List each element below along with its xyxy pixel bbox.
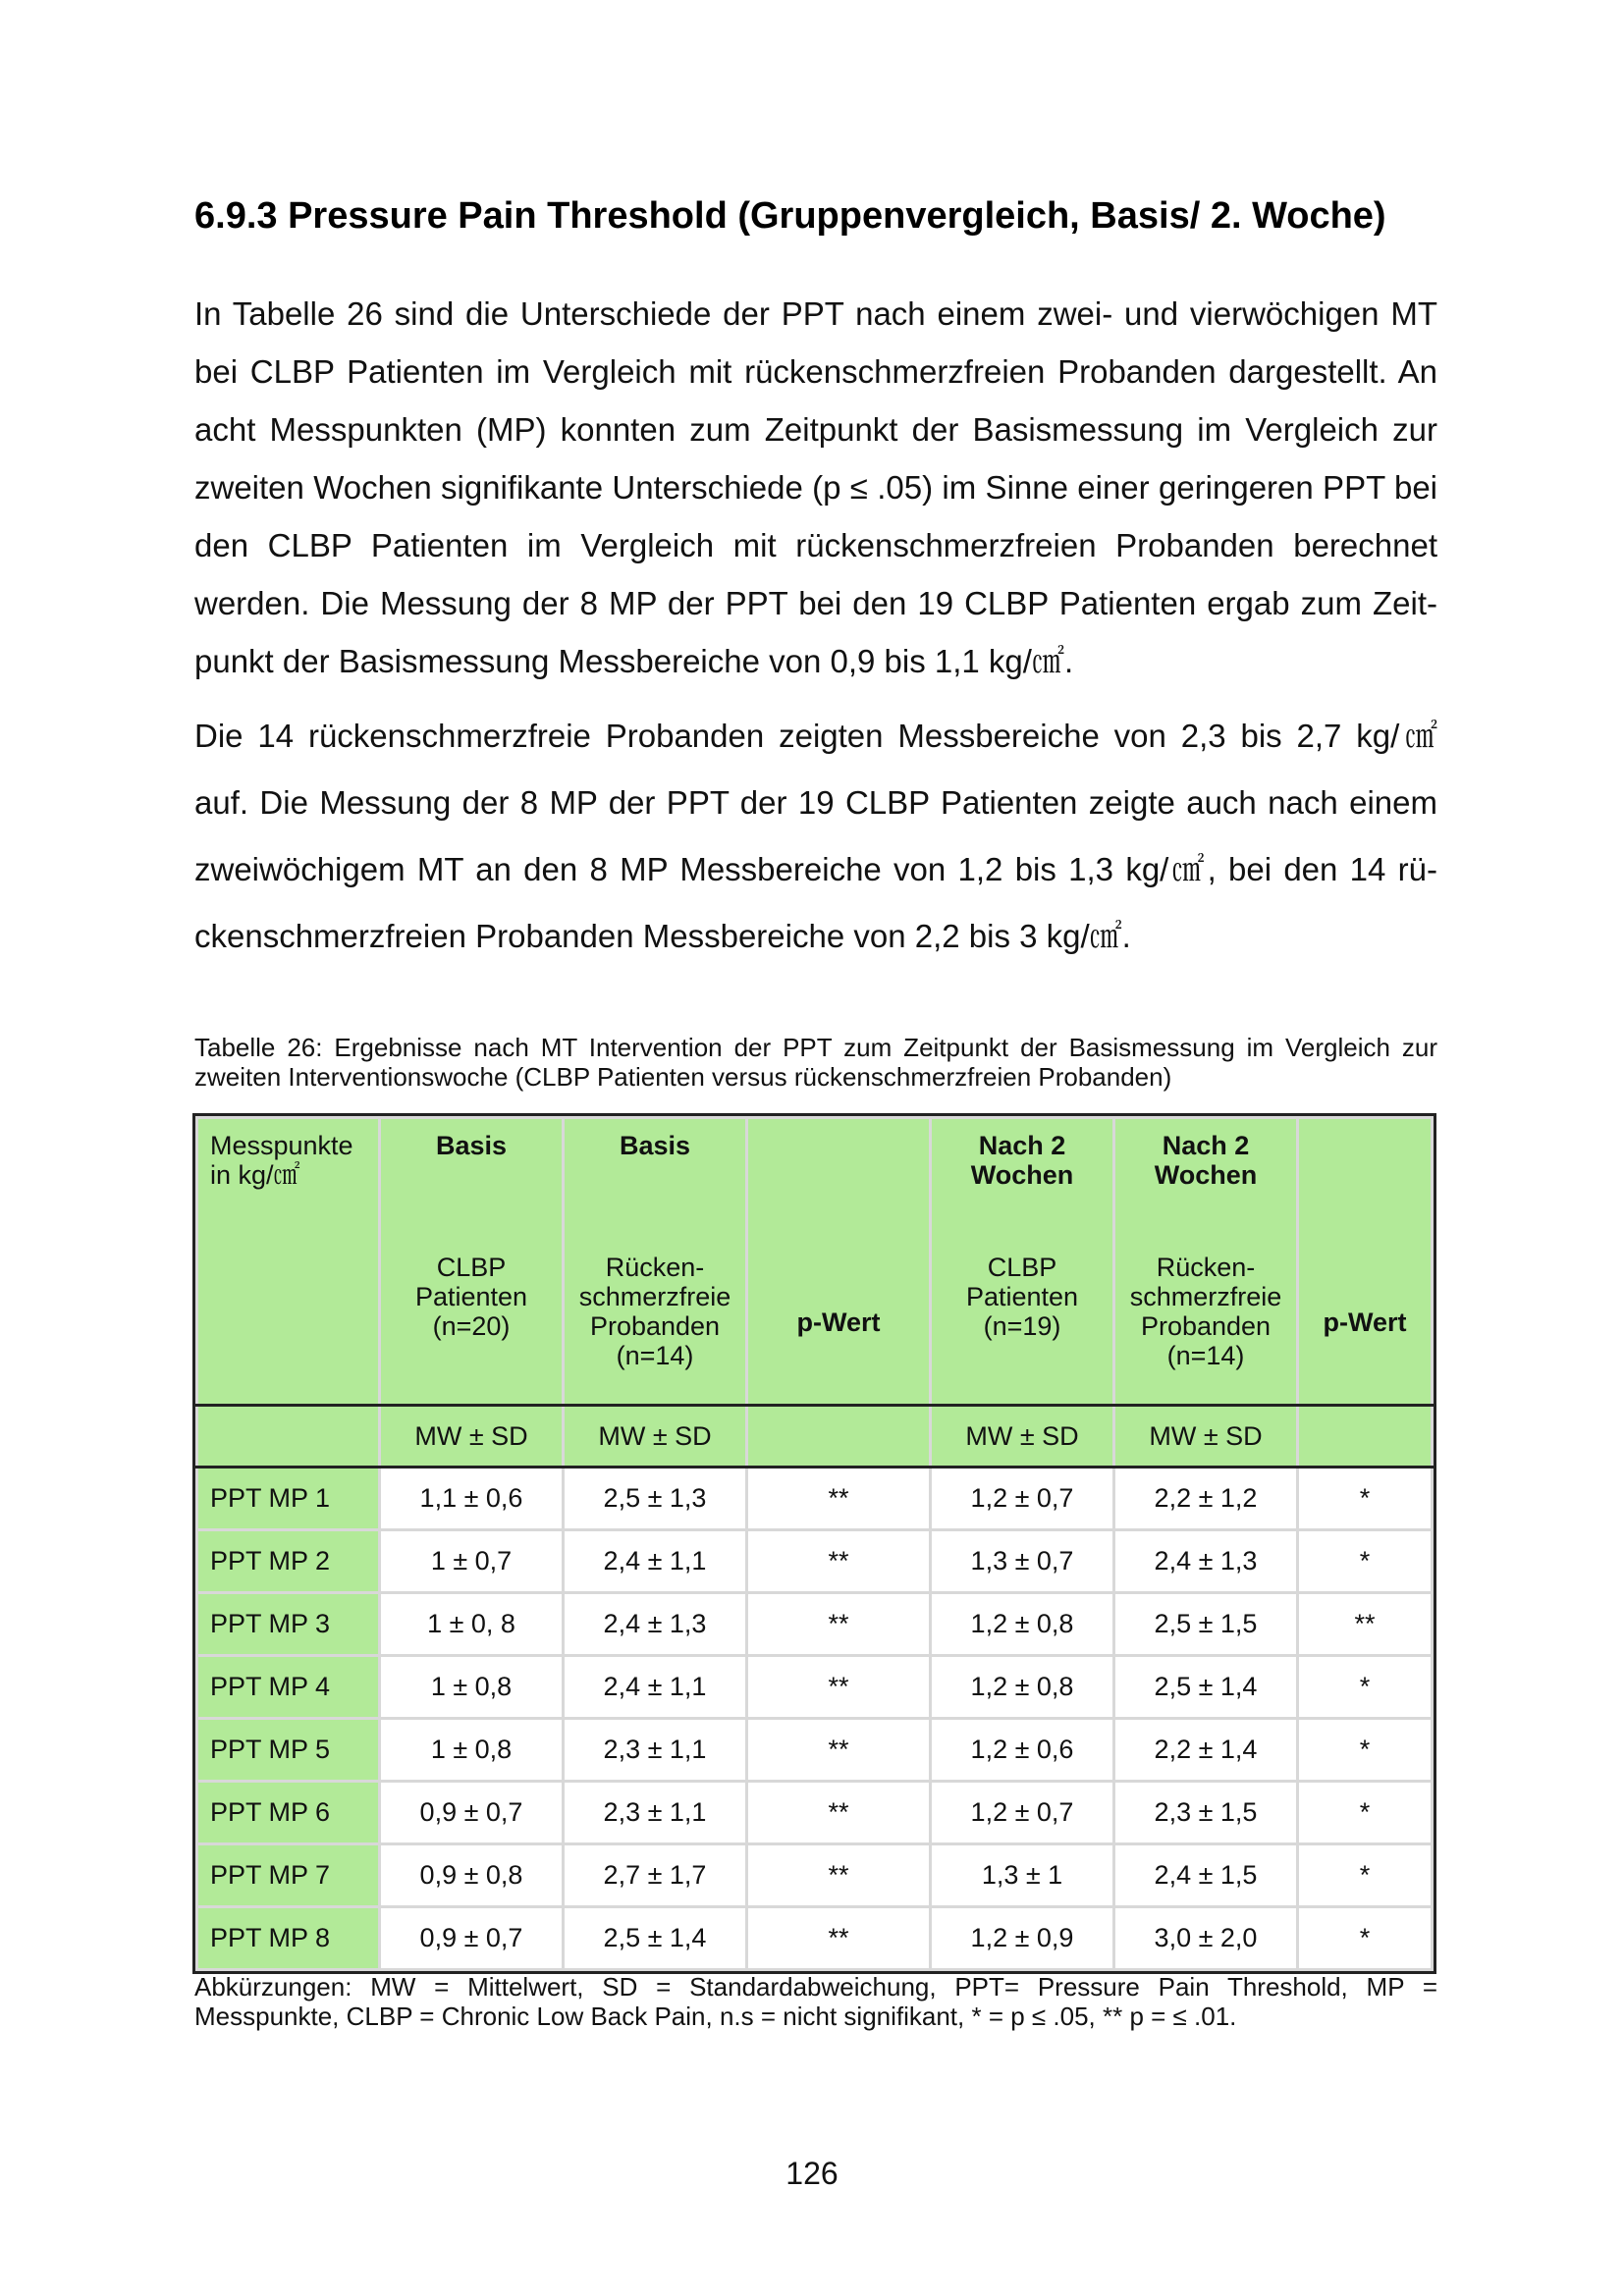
value-cell: 2,5 ± 1,5 [1114,1593,1298,1656]
value-cell: 2,4 ± 1,5 [1114,1844,1298,1907]
value-cell: * [1298,1719,1433,1782]
value-cell: ** [747,1782,931,1844]
table-units-row [197,1406,1433,1468]
header-basis-label: Basis [619,1131,691,1160]
value-cell: 2,7 ± 1,7 [564,1844,747,1907]
value-cell: * [1298,1656,1433,1719]
value-cell: ** [747,1907,931,1970]
value-cell: 1 ± 0,8 [380,1656,564,1719]
row-label-cell: PPT MP 2 [197,1530,380,1593]
units-cell [1298,1406,1433,1468]
value-cell: 1,2 ± 0,6 [931,1719,1114,1782]
value-cell: * [1298,1468,1433,1530]
table-row [197,1782,1433,1844]
header-controls-group-label: Rücken-schmerzfreie Probanden (n=14) [1129,1253,1282,1370]
value-cell: 2,2 ± 1,4 [1114,1719,1298,1782]
table-row [197,1593,1433,1656]
value-cell: 1,2 ± 0,8 [931,1656,1114,1719]
value-cell: 1 ± 0,7 [380,1530,564,1593]
row-label-cell: PPT MP 4 [197,1656,380,1719]
value-cell: 0,9 ± 0,8 [380,1844,564,1907]
value-cell: 1,2 ± 0,9 [931,1907,1114,1970]
value-cell: 1,2 ± 0,7 [931,1468,1114,1530]
value-cell: ** [747,1530,931,1593]
body-paragraph-1: In Tabelle 26 sind die Unterschiede der PPT nach einem zwei- und vierwöchigen MT bei CLBP Patienten im Vergleich mit rückenschmerzfreien Probanden dargestellt. An acht Messpunkten (MP) konnten zum Zeitpunkt der Basismessung im Vergleich zur zweiten Wochen signifikante Unterschiede (p ≤ .05) im Sinne einer geringeren PPT bei den CLBP Patienten im Vergleich mit rückenschmerzfreien Probanden berechnet werden. Die Messung der 8 MP der PPT bei den 19 CLBP Patienten ergab zum Zeit-punkt der Basismessung Messbereiche von 0,9 bis 1,1 kg/㎠. [194,295,1437,679]
units-cell [747,1406,931,1468]
value-cell: 1 ± 0,8 [380,1719,564,1782]
units-cell: MW ± SD [1114,1406,1298,1468]
value-cell: 2,5 ± 1,4 [1114,1656,1298,1719]
units-cell: MW ± SD [931,1406,1114,1468]
value-cell: 1,2 ± 0,8 [931,1593,1114,1656]
row-label-cell: PPT MP 7 [197,1844,380,1907]
table-row [197,1844,1433,1907]
header-cell-p-value-week2 [1298,1118,1433,1406]
abbreviations-note: Abkürzungen: MW = Mittelwert, SD = Standardabweichung, PPT= Pressure Pain Threshold, MP = Messpunkte, CLBP = Chronic Low Back Pain, n.s = nicht signifikant, * = p ≤ .05, ** p = ≤ .01. [194,1972,1437,2031]
value-cell: ** [747,1656,931,1719]
table-row [197,1468,1433,1530]
value-cell: 2,5 ± 1,4 [564,1907,747,1970]
header-clbp-group-label: CLBP Patienten (n=19) [965,1253,1079,1341]
value-cell: 1,2 ± 0,7 [931,1782,1114,1844]
header-cell-basis-controls [564,1118,747,1406]
table-row [197,1656,1433,1719]
value-cell: * [1298,1844,1433,1907]
header-controls-group-label: Rücken-schmerzfreie Probanden (n=14) [578,1253,731,1370]
header-p-value-label: p-Wert [1323,1308,1407,1337]
row-label-cell: PPT MP 5 [197,1719,380,1782]
header-cell-week2-controls [1114,1118,1298,1406]
value-cell: ** [1298,1593,1433,1656]
table-header-row [197,1118,1433,1406]
header-cell-p-value-basis [747,1118,931,1406]
value-cell: * [1298,1907,1433,1970]
table-row [197,1907,1433,1970]
body-paragraph-2: Die 14 rückenschmerzfreie Probanden zeigten Messbereiche von 2,3 bis 2,7 kg/㎠ auf. Die Messung der 8 MP der PPT der 19 CLBP Patienten zeigte auch nach einem zweiwöchigem MT an den 8 MP Messbereiche von 1,2 bis 1,3 kg/㎠, bei den 14 rü-ckenschmerzfreien Probanden Messbereiche von 2,2 bis 3 kg/㎠. [194,718,1437,954]
value-cell: ** [747,1719,931,1782]
value-cell: 1,1 ± 0,6 [380,1468,564,1530]
value-cell: ** [747,1468,931,1530]
table-caption: Tabelle 26: Ergebnisse nach MT Intervention der PPT zum Zeitpunkt der Basismessung im Vergleich zur zweiten Interventionswoche (CLBP Patienten versus rückenschmerzfreien Probanden) [194,1033,1437,1092]
value-cell: 2,4 ± 1,1 [564,1530,747,1593]
results-table [195,1116,1434,1971]
value-cell: 2,3 ± 1,1 [564,1719,747,1782]
value-cell: 2,4 ± 1,1 [564,1656,747,1719]
table-row [197,1530,1433,1593]
header-cell-week2-clbp [931,1118,1114,1406]
value-cell: 1,3 ± 0,7 [931,1530,1114,1593]
header-clbp-group-label: CLBP Patienten (n=20) [414,1253,528,1341]
table-row [197,1719,1433,1782]
page-number: 126 [785,2156,839,2191]
value-cell: 0,9 ± 0,7 [380,1782,564,1844]
units-cell: MW ± SD [380,1406,564,1468]
row-label-cell: PPT MP 1 [197,1468,380,1530]
value-cell: 2,3 ± 1,5 [1114,1782,1298,1844]
units-cell [197,1406,380,1468]
header-cell-measure-points [197,1118,380,1406]
value-cell: 2,4 ± 1,3 [1114,1530,1298,1593]
value-cell: 2,3 ± 1,1 [564,1782,747,1844]
value-cell: * [1298,1782,1433,1844]
value-cell: ** [747,1593,931,1656]
header-measure-points-label: Messpunkte in kg/㎠ [210,1131,353,1190]
value-cell: 1 ± 0, 8 [380,1593,564,1656]
header-p-value-label: p-Wert [796,1308,881,1337]
value-cell: 2,2 ± 1,2 [1114,1468,1298,1530]
header-week2-label: Nach 2 Wochen [1154,1131,1258,1190]
value-cell: 3,0 ± 2,0 [1114,1907,1298,1970]
row-label-cell: PPT MP 6 [197,1782,380,1844]
value-cell: * [1298,1530,1433,1593]
value-cell: 1,3 ± 1 [931,1844,1114,1907]
table-body [197,1468,1433,1970]
section-heading: 6.9.3 Pressure Pain Threshold (Gruppenvergleich, Basis/ 2. Woche) [194,195,1386,237]
row-label-cell: PPT MP 3 [197,1593,380,1656]
header-cell-basis-clbp [380,1118,564,1406]
row-label-cell: PPT MP 8 [197,1907,380,1970]
value-cell: 2,5 ± 1,3 [564,1468,747,1530]
header-week2-label: Nach 2 Wochen [970,1131,1074,1190]
units-cell: MW ± SD [564,1406,747,1468]
value-cell: 0,9 ± 0,7 [380,1907,564,1970]
header-basis-label: Basis [435,1131,508,1160]
value-cell: ** [747,1844,931,1907]
value-cell: 2,4 ± 1,3 [564,1593,747,1656]
